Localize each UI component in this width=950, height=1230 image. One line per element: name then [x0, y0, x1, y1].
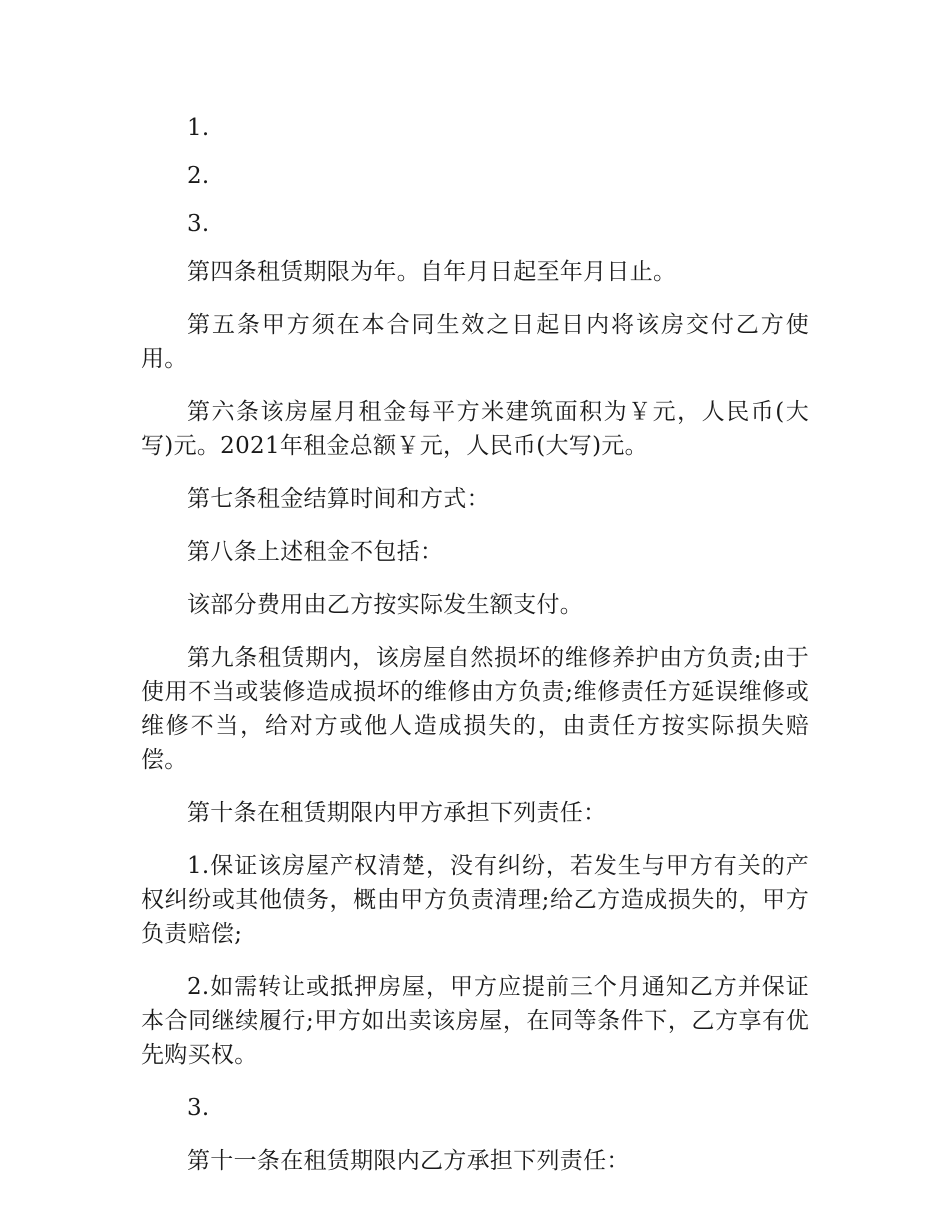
list-item-1: 1. — [187, 115, 210, 141]
exclusions-payment-note: 该部分费用由乙方按实际发生额支付。 — [187, 592, 584, 618]
list-item-3: 3. — [187, 211, 210, 237]
article-7-settlement: 第七条租金结算时间和方式： — [187, 486, 490, 512]
article-5-delivery: 第五条甲方须在本合同生效之日起日内将该房交付乙方使用。 — [141, 312, 809, 372]
list-item-2: 2. — [187, 163, 210, 189]
article-11-tenant-duties: 第十一条在租赁期限内乙方承担下列责任： — [187, 1148, 630, 1174]
article-9-maintenance: 第九条租赁期内，该房屋自然损坏的维修养护由方负责;由于使用不当或装修造成损坏的维修由方负责;维修责任方延误维修或维修不当，给对方或他人造成损失的，由责任方按实际损失赔偿。 — [141, 645, 809, 773]
landlord-duty-2: 2.如需转让或抵押房屋，甲方应提前三个月通知乙方并保证本合同继续履行;甲方如出卖该房屋，在同等条件下，乙方享有优先购买权。 — [141, 974, 809, 1068]
landlord-duty-1: 1.保证该房屋产权清楚，没有纠纷，若发生与甲方有关的产权纠纷或其他债务，概由甲方负责清理;给乙方造成损失的，甲方负责赔偿; — [141, 853, 809, 947]
article-10-landlord-duties: 第十条在租赁期限内甲方承担下列责任： — [187, 800, 607, 826]
article-4-lease-term: 第四条租赁期限为年。自年月日起至年月日止。 — [187, 259, 677, 285]
landlord-duty-3: 3. — [187, 1095, 210, 1121]
document-body — [141, 111, 809, 1197]
article-8-exclusions: 第八条上述租金不包括： — [187, 539, 444, 565]
article-6-rent: 第六条该房屋月租金每平方米建筑面积为￥元，人民币(大写)元。2021年租金总额￥元，人民币(大写)元。 — [141, 399, 809, 459]
